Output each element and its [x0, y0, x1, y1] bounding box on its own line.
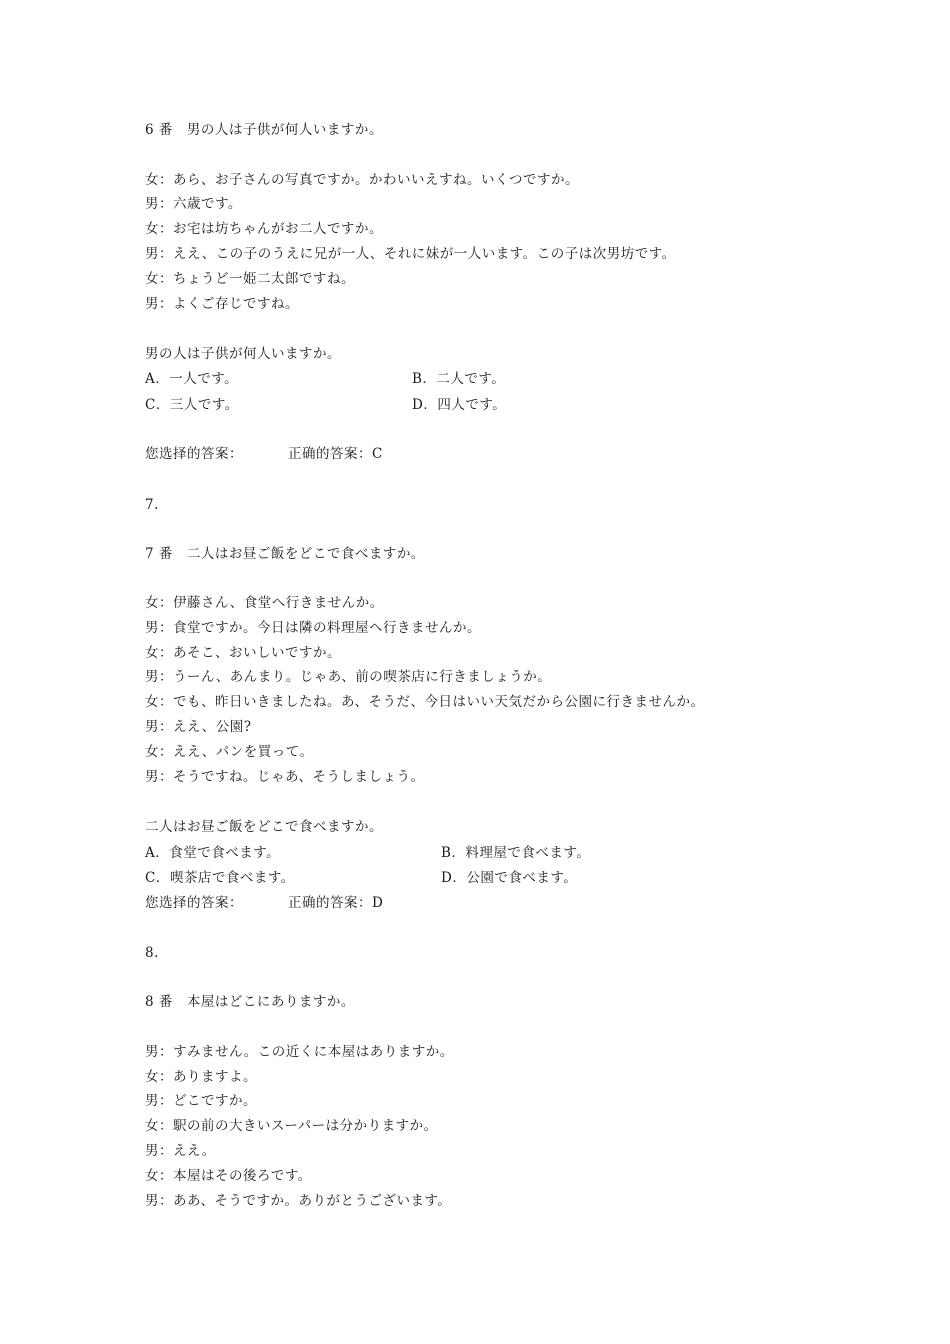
q7-dialogue-line: 男：ええ、公園? [145, 719, 252, 735]
q6-option-d: D．四人です。 [412, 397, 507, 413]
q7-your-answer-label: 您选择的答案： [145, 895, 243, 911]
q8-dialogue-line: 男：ああ、そうですか。ありがとうございます。 [145, 1193, 452, 1209]
q6-option-c: C．三人です。 [145, 397, 239, 413]
q6-dialogue-line: 男：六歳です。 [145, 196, 242, 212]
q7-title: 7 番 二人はお昼ご飯をどこで食べますか。 [145, 546, 425, 562]
q6-dialogue-line: 女：お宅は坊ちゃんがお二人ですか。 [145, 221, 383, 237]
q8-dialogue-line: 女：駅の前の大きいスーパーは分かりますか。 [145, 1118, 438, 1134]
q7-option-a: A．食堂で食べます。 [145, 845, 281, 861]
q7-question: 二人はお昼ご飯をどこで食べますか。 [145, 819, 383, 835]
q8-dialogue-line: 男：ええ。 [145, 1143, 216, 1159]
q6-dialogue-line: 女：あら、お子さんの写真ですか。かわいいえすね。いくつですか。 [145, 172, 579, 188]
q8-dialogue-line: 女：ありますよ。 [145, 1069, 257, 1085]
q6-dialogue-line: 男：よくご存じですね。 [145, 296, 299, 312]
q6-correct-answer: 正确的答案：C [288, 446, 383, 462]
q7-dialogue-line: 女：あそこ、おいしいですか。 [145, 645, 341, 661]
question-number-7: 7. [145, 497, 159, 513]
q7-option-d: D．公園で食べます。 [441, 870, 578, 886]
q6-title: 6 番 男の人は子供が何人いますか。 [145, 122, 383, 138]
q7-option-b: B．料理屋で食べます。 [441, 845, 591, 861]
q6-your-answer-label: 您选择的答案： [145, 446, 243, 462]
q7-dialogue-line: 男：そうですね。じゃあ、そうしましょう。 [145, 769, 425, 785]
q7-correct-answer: 正确的答案：D [288, 895, 384, 911]
q8-dialogue-line: 女：本屋はその後ろです。 [145, 1168, 312, 1184]
q6-dialogue-line: 男：ええ、この子のうえに兄が一人、それに妹が一人います。この子は次男坊です。 [145, 246, 676, 262]
q7-dialogue-line: 女：伊藤さん、食堂へ行きませんか。 [145, 595, 384, 611]
q7-dialogue-line: 女：でも、昨日いきましたね。あ、そうだ、今日はいい天気だから公園に行きませんか。 [145, 694, 705, 710]
q7-option-c: C．喫茶店で食べます。 [145, 870, 295, 886]
question-number-8: 8. [145, 945, 159, 961]
q8-title: 8 番 本屋はどこにありますか。 [145, 994, 355, 1010]
q7-dialogue-line: 女：ええ、パンを買って。 [145, 744, 314, 760]
q7-dialogue-line: 男：うーん、あんまり。じゃあ、前の喫茶店に行きましょうか。 [145, 669, 552, 685]
q7-dialogue-line: 男：食堂ですか。今日は隣の料理屋へ行きませんか。 [145, 620, 481, 636]
q8-dialogue-line: 男：すみません。この近くに本屋はありますか。 [145, 1044, 454, 1060]
q6-question: 男の人は子供が何人いますか。 [145, 346, 341, 362]
q6-dialogue-line: 女：ちょうど一姫二太郎ですね。 [145, 271, 355, 287]
q6-option-a: A．一人です。 [145, 371, 239, 387]
q8-dialogue-line: 男：どこですか。 [145, 1093, 257, 1109]
q6-option-b: B．二人です。 [412, 371, 506, 387]
